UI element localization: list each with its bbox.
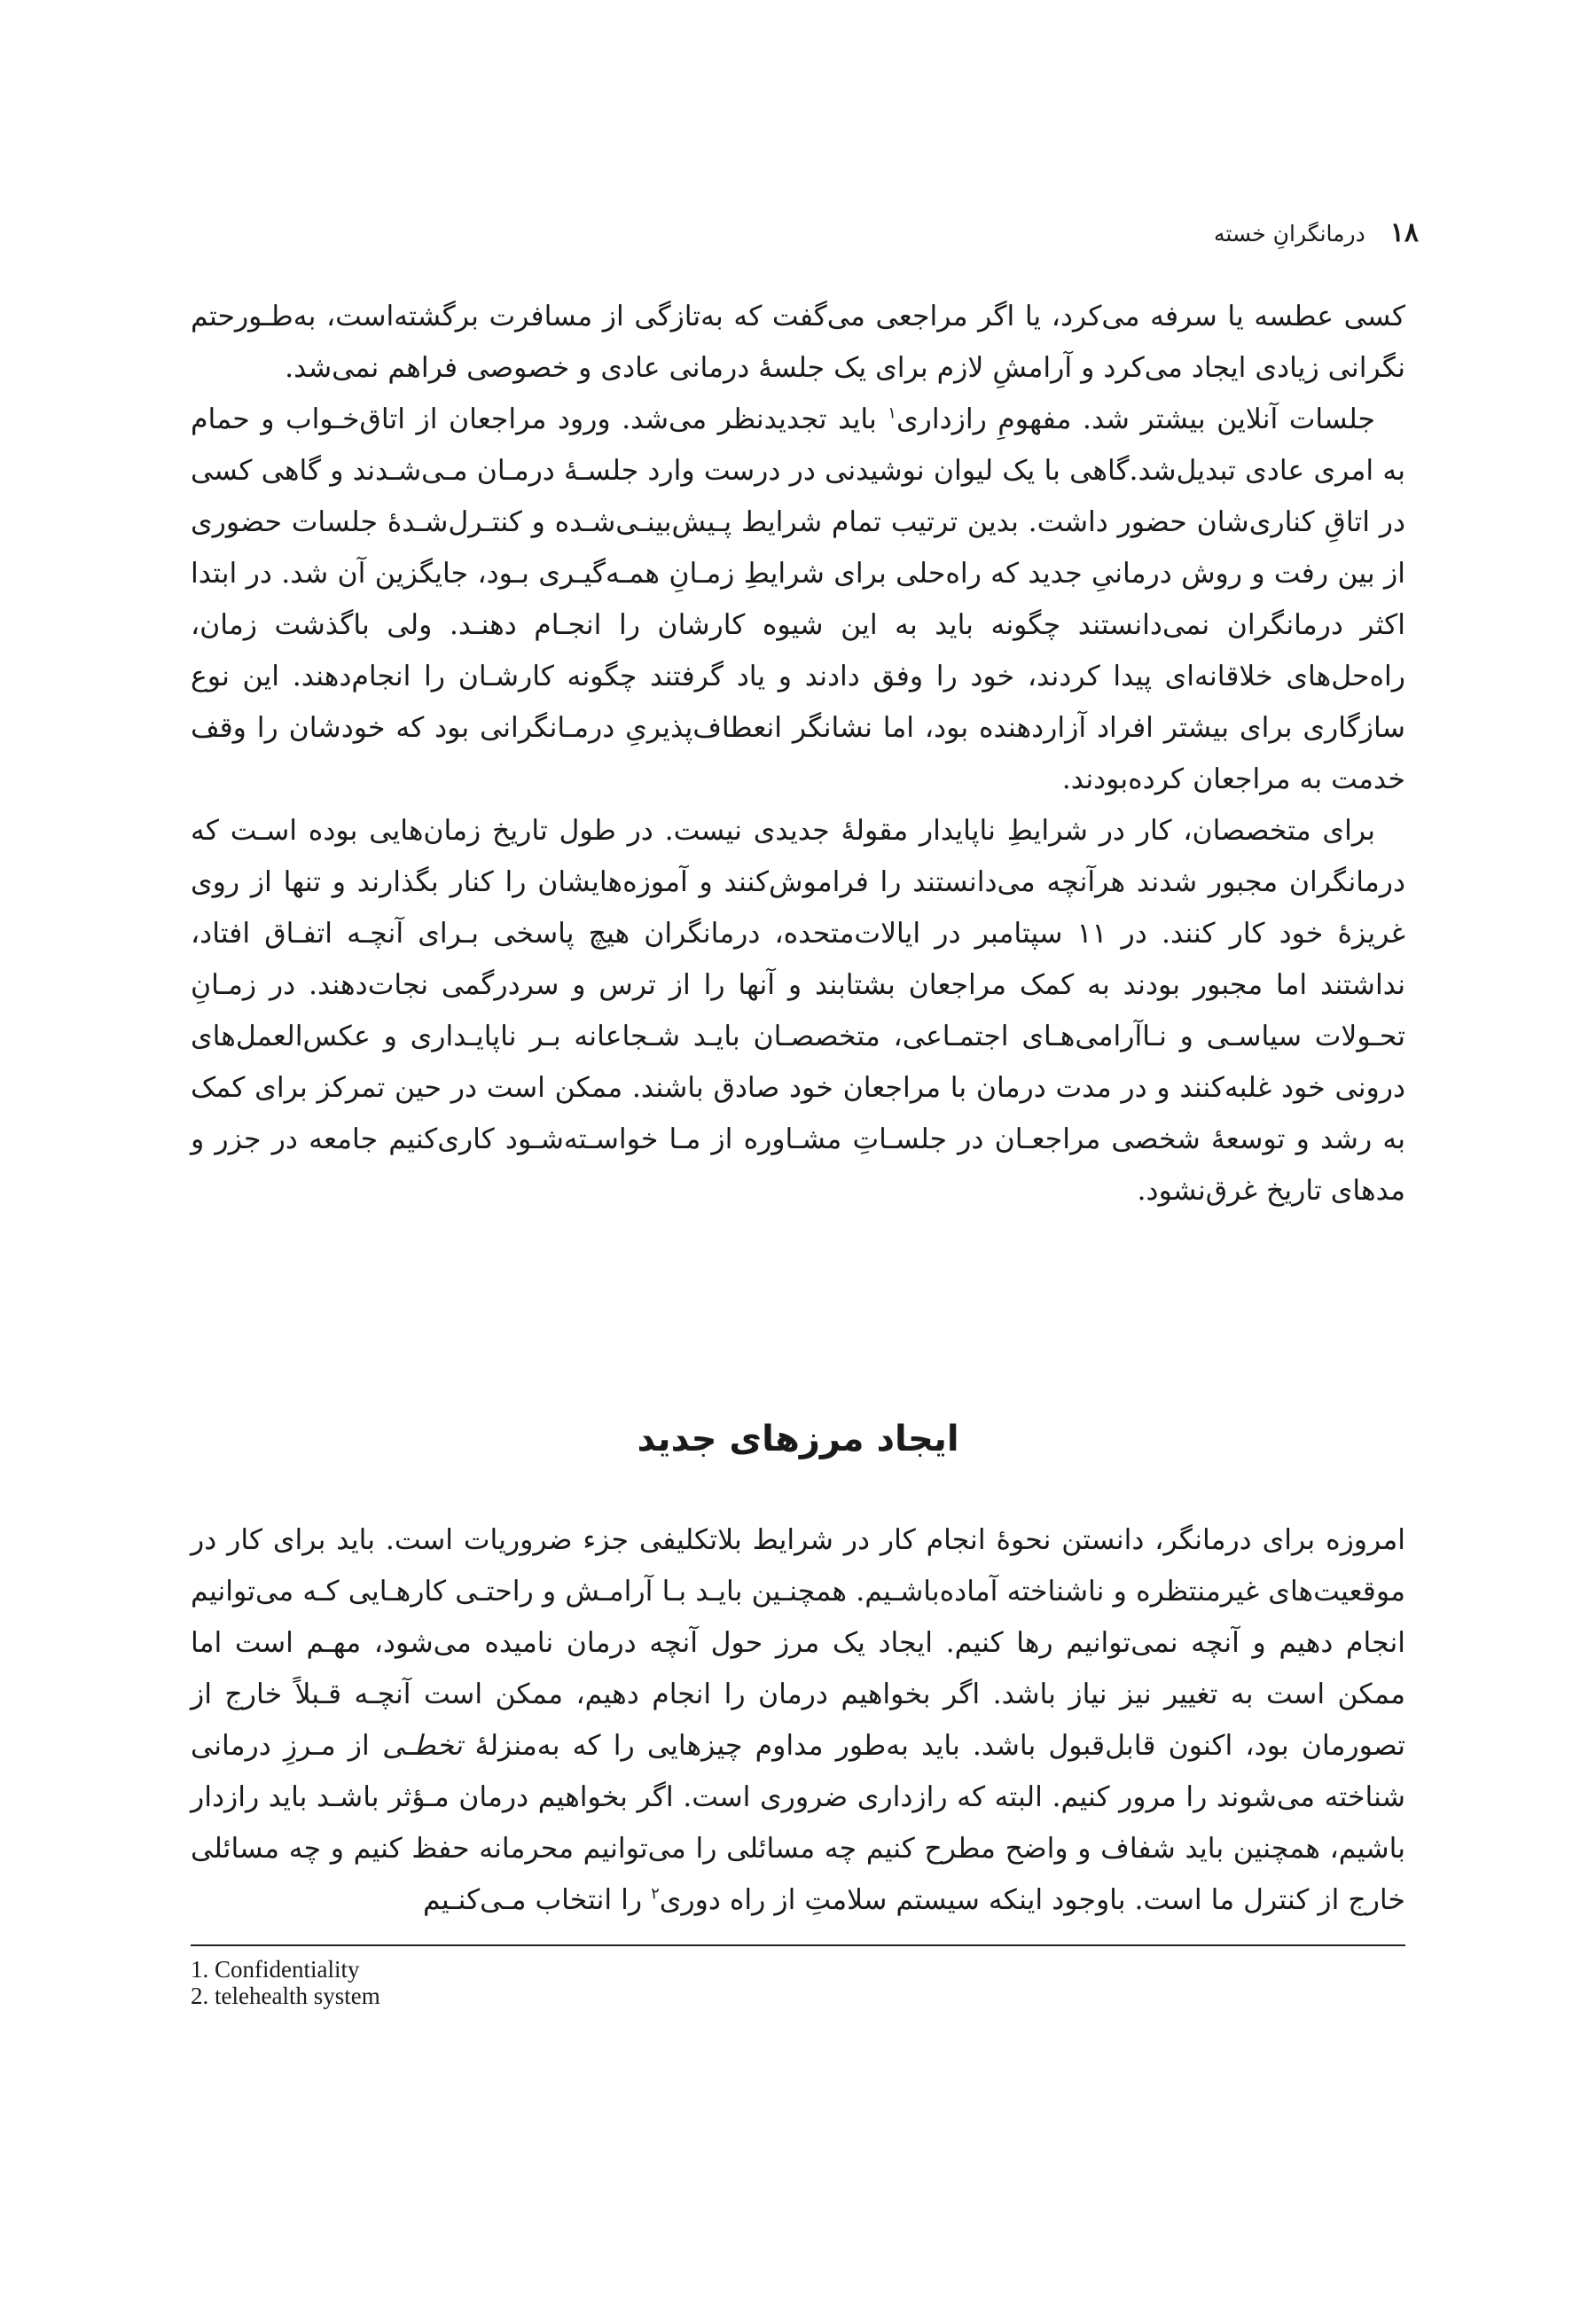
body-text-after-heading bbox=[191, 1514, 1405, 1926]
footnotes bbox=[191, 1956, 380, 2009]
paragraph-text: از مـرزِ درمانی شناخته می‌شوند را مرور کنیم. البته که رازداری ضروری است. اگر بخواهیم درمان مـؤثر باشـد باید رازدار باشیم، همچنین باید شفاف و واضح مطرح کنیم چه مسائلی را می‌توانیم محرمانه حفظ کنیم و چه مسائلی خارج از کنترل ما است. باوجود اینکه سیستم سلامتِ از راه دوری bbox=[191, 1730, 1405, 1916]
footnote: 1. Confidentiality bbox=[191, 1956, 360, 1983]
book-title: درمانگرانِ خسته bbox=[1214, 221, 1365, 246]
paragraph: برای متخصصان، کار در شرایطِ ناپایدار مقولهٔ جدیدی نیست. در طول تاریخ زمان‌هایی بوده اسـت که درمانگران مجبور شدند هرآنچه می‌دانستند را فراموش‌کنند و آموزه‌هایشان را کنار بگذارند و تنها از روی غریزهٔ خود کار کنند. در ۱۱ سپتامبر در ایالات‌متحده، درمانگران هیچ پاسخی بـرای آنچـه اتفـاق افتاد، نداشتند اما مجبور بودند به کمک مراجعان بشتابند و آنها را از ترس و سردرگمی نجات‌دهند. در زمـانِ تحـولات سیاسـی و نـاآرامی‌هـای اجتمـاعی، متخصصـان بایـد شـجاعانه بـر ناپایـداری و عکس‌العمل‌های درونی خود غلبه‌کنند و در مدت درمان با مراجعان خود صادق باشند. ممکن است در حین تمرکز برای کمک به رشد و توسعهٔ شخصی مراجعـان در جلسـاتِ مشـاوره از مـا خواسـته‌شـود کاری‌کنیم جامعه در جزر و مدهای تاریخ غرق‌نشود. bbox=[191, 815, 1405, 1207]
section-heading: ایجاد مرزهای جدید bbox=[637, 1419, 959, 1459]
footnote-marker: ۱ bbox=[888, 403, 896, 423]
paragraph: کسی عطسه یا سرفه می‌کرد، یا اگر مراجعی می‌گفت که به‌تازگی از مسافرت برگشته‌است، به‌طـورحتم نگرانی زیادی ایجاد می‌کرد و آرامشِ لازم برای یک جلسهٔ درمانی عادی و خصوصی فراهم نمی‌شد. bbox=[191, 301, 1405, 384]
footnote-marker: ۲ bbox=[651, 1884, 660, 1904]
italic-term: تخطـی bbox=[381, 1730, 463, 1762]
paragraph-text: امروزه برای درمانگر، دانستن نحوهٔ انجام کار در شرایط بلاتکلیفی جزء ضروریات است. باید برای کار در موقعیت‌های غیرمنتظره و ناشناخته آماده‌باشـیم. همچنـین بایـد بـا آرامـش و راحتـی کارهـایی کـه می‌توانیم انجام دهیم و آنچه نمی‌توانیم رها کنیم. ایجاد یک مرز حول آنچه درمان نامیده می‌شود، مهـم است اما ممکن است به تغییر نیز نیاز باشد. اگر بخواهیم درمان را انجام دهیم، ممکن است آنچـه قـبلاً خارج از تصورمان بود، اکنون قابل‌قبول باشد. باید به‌طور مداوم چیزهایی را که به‌منزلهٔ bbox=[191, 1524, 1405, 1762]
body-text-before-heading bbox=[191, 291, 1405, 1216]
paragraph-text: را انتخاب مـی‌کنـیم bbox=[422, 1884, 643, 1916]
paragraph-text: جلسات آنلاین بیشتر شد. مفهومِ رازداری bbox=[896, 403, 1375, 435]
footnote-divider bbox=[191, 1944, 1405, 1946]
page-number: ۱۸ bbox=[1389, 217, 1419, 248]
paragraph bbox=[191, 394, 1405, 805]
paragraph-text: باید تجدیدنظر می‌شد. ورود مراجعان از اتاق‌خـواب و حمام به امری عادی تبدیل‌شد.گاهی با یک لیوان نوشیدنی در درست وارد جلسـهٔ درمـان مـی‌شـدند و گاهی کسی در اتاقِ کناری‌شان حضور داشت. بدین ترتیب تمام شرایط پـیش‌بینـی‌شـده و کنتـرل‌شـدهٔ جلسات حضوری از بین رفت و روش درمانیِ جدید که راه‌حلی برای شرایطِ زمـانِ همـه‌گیـری بـود، جایگزین آن شد. در ابتدا اکثر درمانگران نمی‌دانستند چگونه باید به این شیوه کارشان را انجـام دهنـد. ولی باگذشت زمان، راه‌حل‌های خلاقانه‌ای پیدا کردند، خود را وفق دادند و یاد گرفتند چگونه کارشـان را انجام‌دهند. این نوع سازگاری برای بیشتر افراد آزاردهنده بود، اما نشانگر انعطاف‌پذیریِ درمـانگرانی بود که خودشان را وقف خدمت به مراجعان کرده‌بودند. bbox=[191, 403, 1405, 795]
footnote: 2. telehealth system bbox=[191, 1983, 380, 2009]
running-head bbox=[1214, 217, 1419, 248]
paragraph bbox=[191, 1514, 1405, 1926]
